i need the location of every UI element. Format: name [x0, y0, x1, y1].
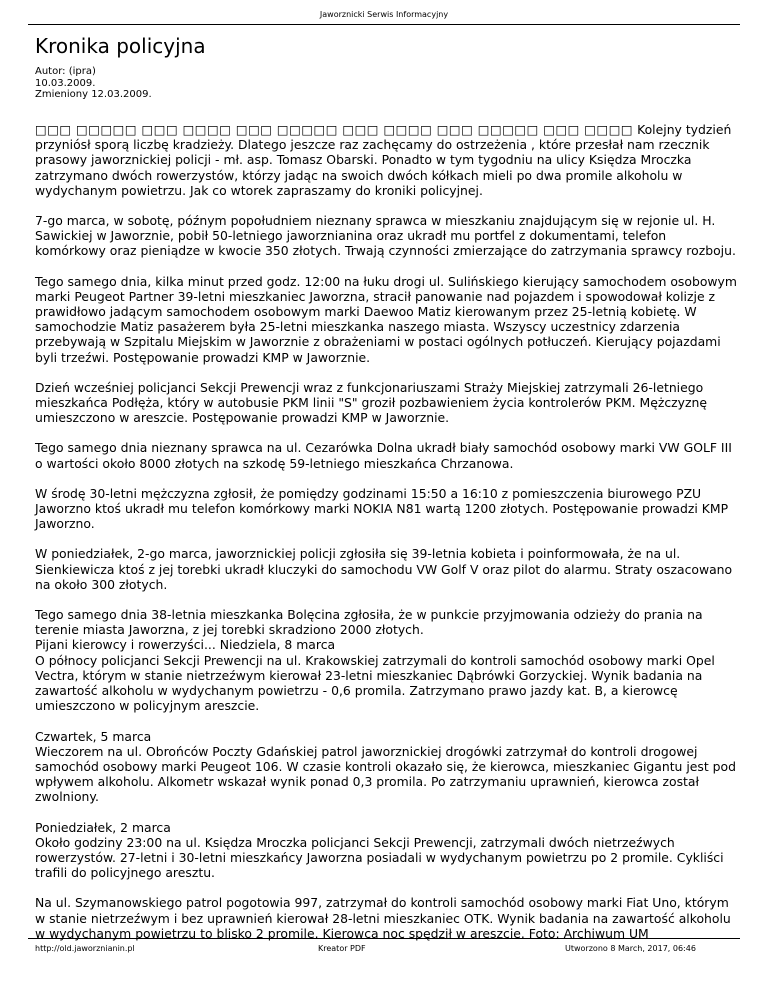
sunday-text: O północy policjanci Sekcji Prewencji na ul. Krakowskiej zatrzymali do kontroli samochód osobowy marki Opel Vectra, którym w stanie nietrzeźwym kierował 23-letni mieszkaniec Dąbrówki Gorzyckiej. Wynik badania na zawartość alkoholu w wydychanym powietrzu - 0,6 promila. Zatrzymano prawo jazdy kat. B, a kierowcę umieszczono w policyjnym areszcie. [35, 652, 715, 714]
footer-created: Utworzono 8 March, 2017, 06:46 [565, 944, 696, 953]
site-header: Jaworznicki Serwis Informacyjny [319, 10, 449, 19]
missing-glyphs: □□□ □□□□□ □□□ □□□□ □□□ □□□□□ □□□ □□□□ □□□ □□□□□ □□□ □□□□ [35, 122, 634, 137]
thursday-heading: Czwartek, 5 marca [35, 728, 152, 744]
monday-heading: Poniedziałek, 2 marca [35, 819, 171, 835]
article-date: 10.03.2009. [35, 77, 96, 89]
monday-block [35, 820, 737, 881]
paragraph-5: W środę 30-letni mężczyzna zgłosił, że pomiędzy godzinami 15:50 a 16:10 z pomieszczenia biurowego PZU Jaworzno ktoś ukradł mu telefon komórkowy marki NOKIA N81 wartą 1200 złotych. Postępowanie prowadzi KMP Jaworzno. [35, 485, 729, 532]
article-meta [35, 66, 152, 101]
thursday-block [35, 729, 737, 805]
lead-text: Kolejny tydzień przyniósł sporą liczbę kradzieży. Dlatego jeszcze raz zachęcamy do ostrzeżenia , które przesłał nam rzecznik prasowy jaworznickiej policji - mł. asp. Tomasz Obarski. Ponadto w tym tygodniu na ulicy Księdza Mroczka zatrzymano dwóch rowerzystów, którzy jadąc na swoich dwóch kółkach mieli po dwa promile alkoholu w wydychanym powietrzu. Jak co wtorek zapraszamy do kroniki policyjnej. [35, 122, 732, 198]
sunday-heading: Pijani kierowcy i rowerzyści... Niedziela, 8 marca [35, 637, 336, 653]
monday-text: Około godziny 23:00 na ul. Księdza Mroczka policjanci Sekcji Prewencji, zatrzymali dwóch nietrzeźwych rowerzystów. 27-letni i 30-letni mieszkańcy Jaworzna posiadali w wydychanym powietrzu po 2 promile. Cykliści trafili do policyjnego aresztu. [35, 834, 724, 881]
article-author: Autor: (ipra) [35, 66, 96, 77]
paragraph-1: 7-go marca, w sobotę, późnym popołudniem nieznany sprawca w mieszkaniu znajdującym się w rejonie ul. H. Sawickiej w Jaworznie, pobił 50-letniego jaworznianina oraz ukradł mu portfel z dokumentami, telefon komórkowy oraz pieniądze w kwocie 350 złotych. Trwają czynności zmierzające do zatrzymania sprawcy rozboju. [35, 213, 736, 259]
footer-generator: Kreator PDF [318, 944, 366, 953]
footer-url: http://old.jaworznianin.pl [35, 944, 135, 953]
header-divider [28, 24, 740, 25]
article-modified: Zmieniony 12.03.2009. [35, 89, 152, 100]
sunday-intro: Tego samego dnia 38-letnia mieszkanka Bolęcina zgłosiła, że w punkcie przyjmowania odzieży do prania na terenie miasta Jaworzna, z jej torebki skradziono 2000 złotych. [35, 607, 703, 638]
sunday-block [35, 607, 737, 713]
paragraph-2: Tego samego dnia, kilka minut przed godz. 12:00 na łuku drogi ul. Sulińskiego kierujący samochodem osobowym marki Peugeot Partner 39-letni mieszkaniec Jaworzna, stracił panowanie nad pojazdem i spowodował kolizje z prawidłowo jadącym samochodem osobowym marki Daewoo Matiz kierowanym przez 25-letnią kobietę. W samochodzie Matiz pasażerem była 25-letni mieszkanka naszego miasta. Wszyscy uczestnicy zdarzenia przebywają w Szpitalu Miejskim w Jaworznie z obrażeniami w postaci ogólnych potłuczeń. Kierujący pojazdami byli trzeźwi. Postępowanie prowadzi KMP w Jaworznie. [35, 273, 737, 365]
article-body [35, 122, 737, 956]
article-title: Kronika policyjna [35, 34, 206, 58]
paragraph-6: W poniedziałek, 2-go marca, jaworznickiej policji zgłosiła się 39-letnia kobieta i poinformowała, że na ul. Sienkiewicza ktoś z jej torebki ukradł kluczyki do samochodu VW Golf V oraz pilot do alarmu. Straty oszacowano na około 300 złotych. [35, 546, 733, 592]
paragraph-4: Tego samego dnia nieznany sprawca na ul. Cezarówka Dolna ukradł biały samochód osobowy marki VW GOLF III o wartości około 8000 złotych na szkodę 59-letniego mieszkańca Chrzanowa. [35, 440, 732, 471]
footer-divider [28, 938, 740, 939]
closing-paragraph: Na ul. Szymanowskiego patrol pogotowia 997, zatrzymał do kontroli samochód osobowy marki Fiat Uno, którym w stanie nietrzeźwym i bez uprawnień kierował 28-letni mieszkaniec OTK. Wynik badania na zawartość alkoholu w wydychanym powietrzu to blisko 2 promile. Kierowca noc spędził w areszcie. Foto: Archiwum UM [35, 895, 731, 941]
thursday-text: Wieczorem na ul. Obrońców Poczty Gdańskiej patrol jaworznickiej drogówki zatrzymał do kontroli drogowej samochód osobowy marki Peugeot 106. W czasie kontroli okazało się, że kierowca, mieszkaniec Gigantu jest pod wpływem alkoholu. Alkometr wskazał wynik ponad 0,3 promila. Po zatrzymaniu uprawnień, kierowca został zwolniony. [35, 743, 736, 805]
lead-paragraph [35, 122, 737, 198]
paragraph-3: Dzień wcześniej policjanci Sekcji Prewencji wraz z funkcjonariuszami Straży Miejskiej zatrzymali 26-letniego mieszkańca Podłęża, który w autobusie PKM linii "S" groził pozbawieniem życia kontrolerów PKM. Mężczyznę umieszczono w areszcie. Postępowanie prowadzi KMP w Jaworznie. [35, 379, 707, 426]
